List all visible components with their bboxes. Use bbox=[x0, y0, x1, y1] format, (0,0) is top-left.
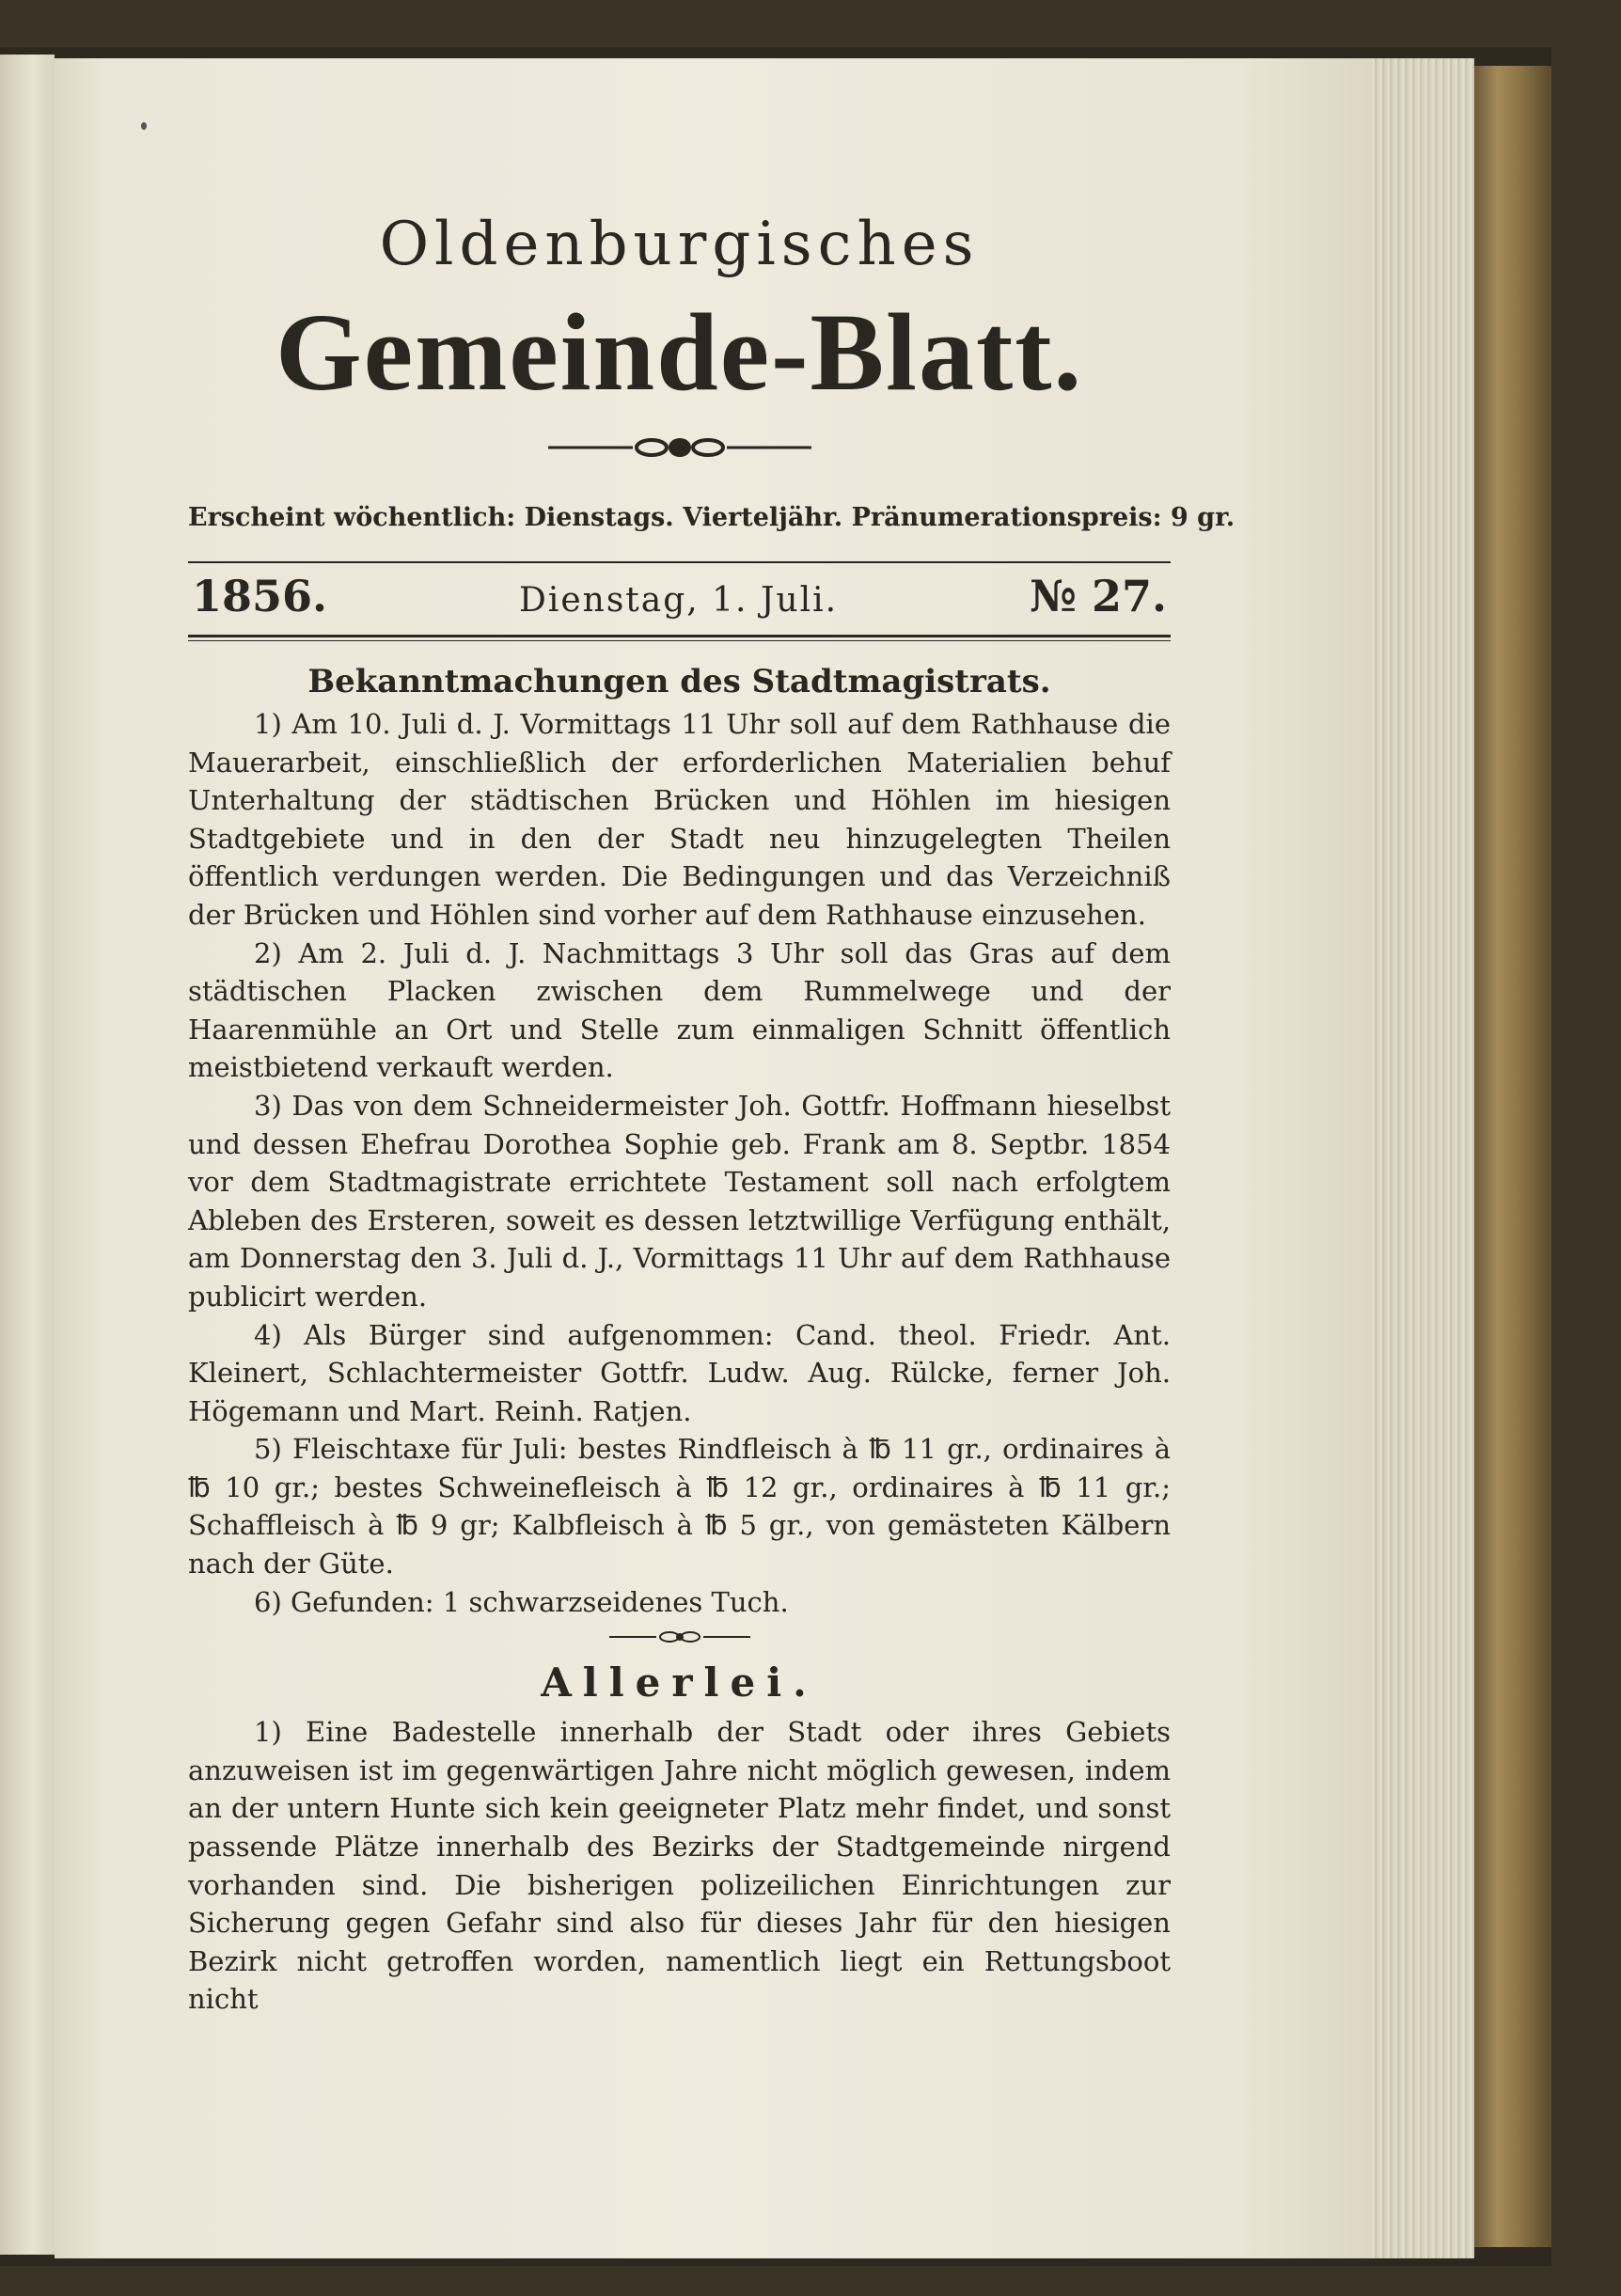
notice-paragraph: 3) Das von dem Schneidermeister Joh. Gottfr. Hoffmann hieselbst und dessen Ehefrau Dorothea Sophie geb. Frank am 8. Septbr. 1854 vor dem Stadtmagistrate errichtete Testament soll nach erfolgtem Ableben des Ersteren, soweit es dessen letztwillige Verfügung enthält, am Donnerstag den 3. Juli d. J., Vormittags 11 Uhr auf dem Rathhause publicirt werden. bbox=[188, 1089, 1171, 1313]
issue-dateline bbox=[188, 563, 1171, 629]
page-stack-edges bbox=[1371, 58, 1474, 2258]
page-content bbox=[188, 202, 1235, 2019]
notice-paragraph: 1) Eine Badestelle innerhalb der Stadt oder ihres Gebiets anzuweisen ist im gegenwärtigen Jahre nicht möglich gewesen, indem an der untern Hunte sich kein geeigneter Platz mehr findet, und sonst passende Plätze innerhalb des Bezirks der Stadtgemeinde nirgend vorhanden sind. Die bisherigen polizeilichen Einrichtungen zur Sicherung gegen Gefahr sind also für dieses Jahr für den hiesigen Bezirk nicht getroffen worden, namentlich liegt ein Rettungsboot nicht bbox=[188, 1716, 1171, 2016]
ornament-divider-icon bbox=[609, 1628, 750, 1646]
previous-page-edge bbox=[0, 55, 55, 2255]
ornament-flourish-icon bbox=[548, 433, 811, 462]
section-heading: Allerlei. bbox=[541, 1659, 818, 1706]
notice-paragraph: 5) Fleischtaxe für Juli: bestes Rindfleisch à ℔ 11 gr., ordinaires à ℔ 10 gr.; bestes Schweinefleisch à ℔ 12 gr., ordinaires à ℔ 11 gr.; Schaffleisch à ℔ 9 gr; Kalbfleisch à ℔ 5 gr., von gemästeten Kälbern nach der Güte. bbox=[188, 1433, 1171, 1580]
issue-year: 1856. bbox=[192, 571, 328, 621]
notice-paragraph: 4) Als Bürger sind aufgenommen: Cand. theol. Friedr. Ant. Kleinert, Schlachtermeister Gottfr. Ludw. Aug. Rülcke, ferner Joh. Högemann und Mart. Reinh. Ratjen. bbox=[188, 1318, 1171, 1427]
notice-paragraph: 2) Am 2. Juli d. J. Nachmittags 3 Uhr soll das Gras auf dem städtischen Placken zwischen dem Rummelwege und der Haarenmühle an Ort und Stelle zum einmaligen Schnitt öffentlich meistbietend verkauft werden. bbox=[188, 936, 1171, 1084]
masthead-line1: Oldenburgisches bbox=[379, 210, 980, 279]
issue-date: Dienstag, 1. Juli. bbox=[518, 581, 839, 620]
notice-paragraph: 6) Gefunden: 1 schwarzseidenes Tuch. bbox=[254, 1585, 789, 1618]
masthead-ornament bbox=[188, 424, 1171, 471]
double-rule-divider bbox=[188, 635, 1171, 641]
section-ornament bbox=[188, 1621, 1171, 1653]
publication-info: Erscheint wöchentlich: Dienstags. Vierteljähr. Pränumerationspreis: 9 gr. bbox=[188, 503, 1235, 532]
ink-spot bbox=[141, 122, 147, 130]
book-cover-edge bbox=[1474, 66, 1551, 2247]
section-heading: Bekanntmachungen des Stadtmagistrats. bbox=[307, 663, 1051, 700]
masthead-title: Gemeinde-Blatt. bbox=[275, 291, 1084, 414]
issue-number: № 27. bbox=[1029, 571, 1167, 621]
notice-paragraph: 1) Am 10. Juli d. J. Vormittags 11 Uhr soll auf dem Rathhause die Mauerarbeit, einschließlich der erforderlichen Materialien behuf Unterhaltung der städtischen Brücken und Höhlen im hiesigen Stadtgebiete und in den der Stadt neu hinzugelegten Theilen öffentlich verdungen werden. Die Bedingungen und das Verzeichniß der Brücken und Höhlen sind vorher auf dem Rathhause einzusehen. bbox=[188, 708, 1171, 931]
